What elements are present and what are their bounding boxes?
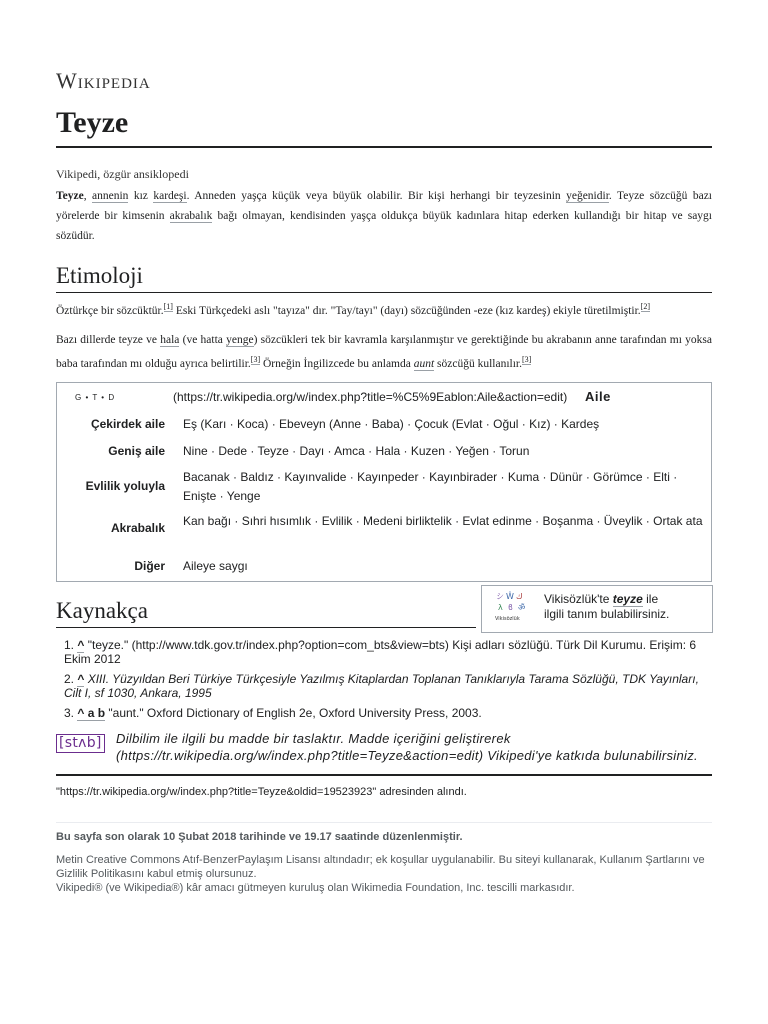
citation-3[interactable]: [3] (250, 355, 261, 364)
text: ile (642, 592, 659, 606)
wiktionary-link[interactable]: teyze (612, 592, 643, 606)
navbox-header (57, 383, 711, 411)
ref-text: XIII. Yüzyıldan Beri Türkiye Türkçesiyle Yazılmış Kitaplardan Toplanan Tanıklarıyla Tarama Sözlüğü, TDK Yayınları, Cilt I, sf 1030, Ankara, 1995 (64, 672, 699, 700)
ref-backlink[interactable]: ^ a b (77, 706, 106, 720)
navbox-group-label[interactable]: Çekirdek aile (90, 417, 165, 431)
text: kız (128, 190, 154, 202)
citation-3b[interactable]: [3] (522, 355, 532, 364)
last-modified: Bu sayfa son olarak 10 Şubat 2018 tarihinde ve 19.17 saatinde düzenlenmiştir. (56, 831, 463, 843)
navbox-group-list[interactable]: Nine · Dede · Teyze · Dayı · Amca · Hala · Kuzen · Yeğen · Torun (183, 444, 530, 458)
reference-item (64, 672, 704, 700)
link-hala[interactable]: hala (160, 334, 180, 346)
ref-number: 3. (64, 706, 75, 720)
page-title: Teyze (56, 106, 129, 139)
reference-item (64, 706, 704, 720)
intro-paragraph (56, 186, 712, 246)
text: Öztürkçe bir sözcüktür. (56, 304, 164, 317)
text: . Anneden yaşça küçük veya büyük olabilir. Bir kişi herhangi bir teyzesinin (186, 190, 567, 202)
wikipedia-logo[interactable]: Wikipedia (56, 68, 151, 93)
wiktionary-logo-text: Vikisözlük (495, 616, 520, 622)
link-yegenidir[interactable]: yeğenidir (566, 190, 609, 202)
tagline: Vikipedi, özgür ansiklopedi (56, 167, 189, 181)
ref-text: "teyze." (http://www.tdk.gov.tr/index.php?option=com_bts&view=bts) Kişi adları sözlüğü. Türk Dil Kurumu. Erişim: 6 Ekim 2012 (64, 638, 697, 666)
link-akrabalik[interactable]: akrabalık (169, 210, 213, 222)
wiktionary-text (544, 592, 669, 622)
citation-2[interactable]: [2] (640, 302, 650, 311)
wiktionary-logo-icon (494, 590, 528, 626)
ref-backlink[interactable]: ^ (77, 672, 85, 686)
text: Eski Türkçedeki aslı "tayıza" dır. "Tay/tayı" (dayı) sözcüğünden -eze (kız kardeş) ekiyle türetilmiştir. (172, 304, 641, 317)
navbox-group-label[interactable]: Geniş aile (108, 444, 165, 458)
svg-text:シ: シ (496, 592, 504, 601)
heading-kaynakca: Kaynakça (56, 598, 148, 623)
link-yenge[interactable]: yenge (226, 334, 254, 346)
navbox-group-label[interactable]: Evlilik yoluyla (85, 479, 165, 493)
navbox-group-list[interactable]: Eş (Karı · Koca) · Ebeveyn (Anne · Baba) · Çocuk (Evlat · Oğul · Kız) · Kardeş (183, 417, 600, 431)
link-annenin[interactable]: annenin (92, 190, 129, 202)
svg-text:ك: ك (516, 592, 523, 601)
text: , (83, 190, 93, 202)
text: sözcüğü kullanılır. (434, 357, 523, 370)
navbox-edit-url[interactable]: (https://tr.wikipedia.org/w/index.php?title=%C5%9Eablon:Aile&action=edit) (173, 390, 568, 404)
text: ) sözcükleri tek bir kavramla karşılanmıştır ve gerektiğinde bu akrabanın anne tarafından mı yoksa baba tarafından mı olduğu ayrıca belirtilir. (56, 334, 712, 370)
link-aunt[interactable]: aunt (413, 357, 435, 370)
stub-icon: [stʌb] (56, 734, 105, 753)
section-divider (56, 292, 712, 293)
text: Örneğin İngilizcede bu anlamda (260, 357, 414, 370)
content-bottom-divider (56, 774, 712, 776)
navbox-group-list[interactable]: Aileye saygı (183, 559, 248, 573)
text: (ve hatta (179, 334, 227, 346)
reference-item (64, 638, 704, 666)
wiktionary-box (481, 585, 713, 633)
ref-number: 1. (64, 638, 75, 652)
text: . Teyze sözcüğü bazı yörelerde bir kimsenin (56, 190, 712, 222)
ref-number: 2. (64, 672, 75, 686)
citation-1[interactable]: [1] (163, 302, 173, 311)
etimoloji-paragraph-2 (56, 330, 712, 374)
text: bağı olmayan, kendisinden yaşça oldukça büyük kadınlara hitap ederken kullandığı bir hitap ve saygı sözüdür. (56, 210, 712, 242)
title-divider (56, 146, 712, 148)
navbox-vte-links[interactable]: G • T • D (75, 393, 116, 402)
text: ilgili tanım bulabilirsiniz. (544, 607, 670, 621)
text: Vikisözlük'te (544, 592, 613, 606)
text: Bazı dillerde teyze ve (56, 334, 161, 346)
svg-text:ॐ: ॐ (518, 603, 526, 612)
svg-text:Ŵ: Ŵ (506, 592, 514, 601)
svg-text:ϐ: ϐ (508, 603, 513, 612)
heading-etimoloji: Etimoloji (56, 263, 143, 288)
ref-text: "aunt." Oxford Dictionary of English 2e, Oxford University Press, 2003. (108, 706, 482, 720)
link-kardesi[interactable]: kardeşi (153, 190, 187, 202)
etimoloji-paragraph-1 (56, 297, 712, 321)
intro-term: Teyze (56, 190, 84, 202)
license-text[interactable]: Metin Creative Commons Atıf-BenzerPaylaşım Lisansı altındadır; ek koşullar uygulanabilir. Bu siteyi kullanarak, Kullanım Şartlarını ve Gizlilik Politikasını kabul etmiş olursunuz. (56, 854, 705, 880)
navbox-group-list[interactable]: Bacanak · Baldız · Kayınvalide · Kayınpeder · Kayınbirader · Kuma · Dünür · Görümce · Elti · Enişte · Yenge (183, 470, 678, 503)
navbox-group-list[interactable]: Kan bağı · Sıhri hısımlık · Evlilik · Medeni birliktelik · Evlat edinme · Boşanma · Üveylik · Ortak ata (183, 514, 703, 528)
section-divider (56, 627, 476, 628)
svg-text:λ: λ (498, 603, 503, 612)
retrieved-from[interactable]: "https://tr.wikipedia.org/w/index.php?title=Teyze&oldid=19523923" adresinden alındı. (56, 786, 467, 798)
family-navbox (56, 382, 712, 582)
ref-backlink[interactable]: ^ (77, 638, 85, 652)
trademark-text[interactable]: Vikipedi® (ve Wikipedia®) kâr amacı gütmeyen kuruluş olan Wikimedia Foundation, Inc. tescilli markasıdır. (56, 882, 575, 894)
stub-text[interactable]: Dilbilim ile ilgili bu madde bir taslaktır. Madde içeriğini geliştirerek (https://tr.wikipedia.org/w/index.php?title=Teyze&action=edit) Vikipedi'ye katkıda bulunabilirsiniz. (116, 731, 698, 763)
footer-divider (56, 822, 712, 823)
navbox-group-label[interactable]: Akrabalık (110, 521, 165, 535)
navbox-group-label: Diğer (134, 559, 165, 573)
navbox-title[interactable]: Aile (585, 389, 611, 404)
